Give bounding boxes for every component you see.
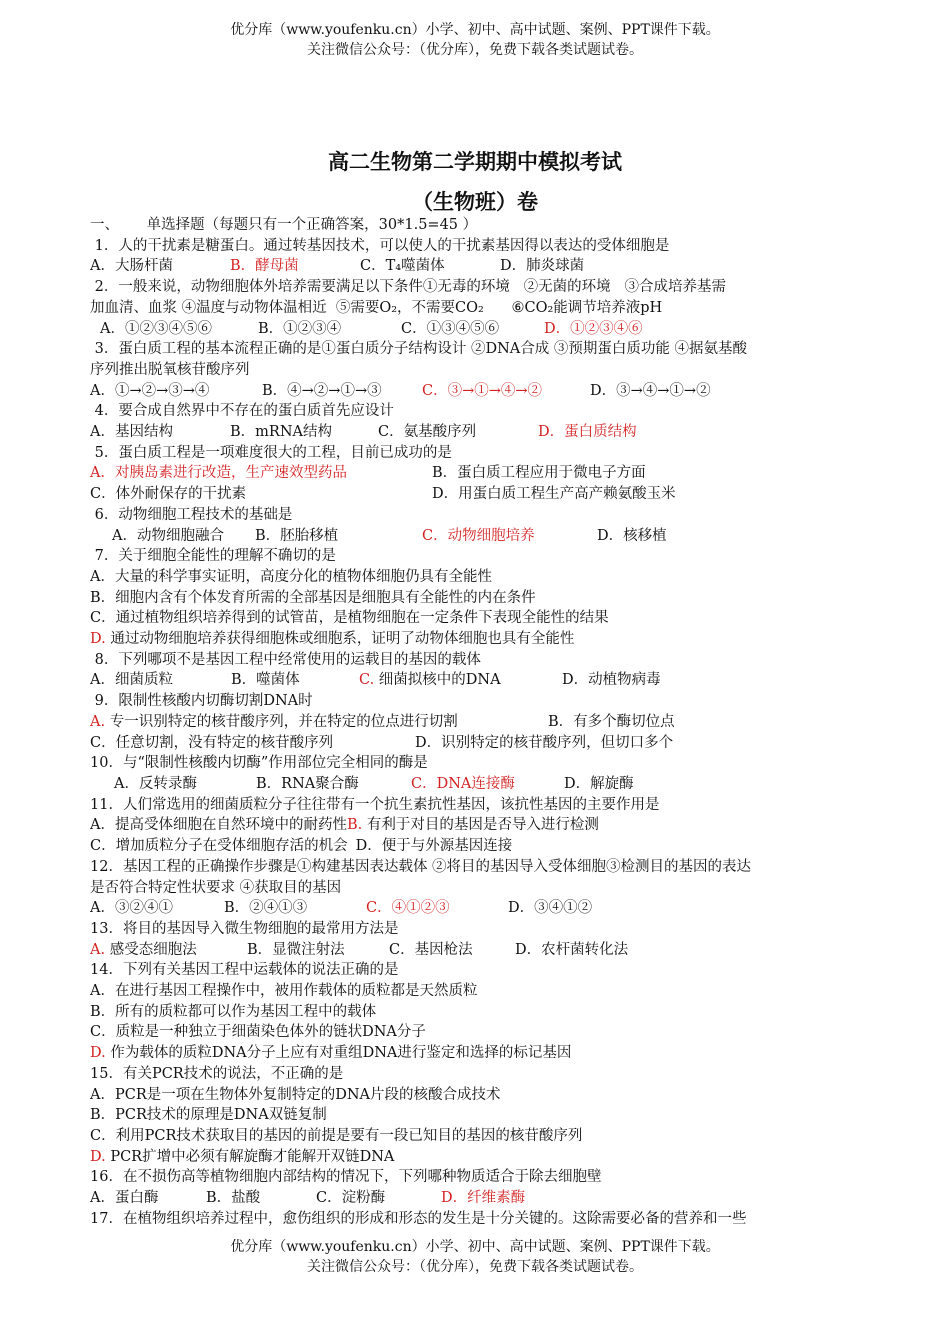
q1-option-d: D．肺炎球菌 [500,258,585,275]
q15-option-d-text: PCR扩增中必须有解旋酶才能解开双链DNA [105,1148,395,1165]
q3-option-b: B．④→②→①→③ [262,382,382,399]
q5-options-ab [90,463,860,484]
q2-options [90,319,860,340]
q10-options [90,774,860,795]
q13-option-b: B．显微注射法 [247,941,345,958]
footer-line-1: 优分库（www.youfenku.cn）小学、初中、高中试题、案例、PPT课件下载。 [230,1239,720,1255]
q10-stem: 10．与“限制性核酸内切酶”作用部位完全相同的酶是 [90,755,428,772]
q8-stem: 8．下列哪项不是基因工程中经常使用的运载目的基因的载体 [90,651,481,668]
q1-option-a: A．大肠杆菌 [90,258,173,275]
q2-option-b: B．①②③④ [258,320,342,337]
q4-option-a: A．基因结构 [90,424,173,441]
q5-option-b: B．蛋白质工程应用于微电子方面 [432,465,646,482]
q10-option-b: B．RNA聚合酶 [256,775,359,792]
q14-option-d [90,1043,860,1064]
q8-option-a: A．细菌质粒 [90,672,173,689]
q9-options-ab [90,712,860,733]
q13-option-d: D．农杆菌转化法 [515,941,629,958]
q5-option-c: C．体外耐保存的干扰素 [90,486,247,503]
q16-option-a: A．蛋白酶 [90,1190,159,1207]
q9-option-d: D．识别特定的核苷酸序列，但切口多个 [415,734,674,751]
q11-option-b-letter: B. [346,817,363,834]
q4-options [90,422,860,443]
section-heading: 一、 单选择题（每题只有一个正确答案，30*1.5=45 ） [90,217,478,233]
q5-option-d: D．用蛋白质工程生产高产赖氨酸玉米 [432,486,676,503]
q3-stem-1: 3．蛋白质工程的基本流程正确的是①蛋白质分子结构设计 ②DNA合成 ③预期蛋白质功能 ④据氨基酸 [90,341,747,358]
q12-stem-1: 12．基因工程的正确操作步骤是①构建基因表达载体 ②将目的基因导入受体细胞③检测目的基因的表达 [90,858,752,875]
q5-option-a [90,463,432,484]
q10-option-d: D．解旋酶 [564,775,634,792]
q12-stem-2: 是否符合特定性状要求 ④获取目的基因 [90,879,342,896]
q6-option-d: D．核移植 [597,527,667,544]
q13-option-a [90,940,247,961]
q11-options-cd [90,836,860,857]
q3-option-a: A．①→②→③→④ [90,382,210,399]
q12-option-c: C．④①②③ [366,900,450,917]
q11-options-ab [90,815,860,836]
q11-option-c: C．增加质粒分子在受体细胞存活的机会 [90,838,348,855]
q9-option-a-text: 专一识别特定的核苷酸序列，并在特定的位点进行切割 [105,713,458,730]
q15-option-d-letter: D. [90,1148,106,1165]
q3-option-c: C．③→①→④→② [422,382,543,399]
q16-option-b: B．盐酸 [206,1190,261,1207]
q9-option-a-letter: A. [90,713,106,730]
q15-option-a: A．PCR是一项在生物体外复制特定的DNA片段的核酸合成技术 [90,1086,501,1103]
q2-option-d: D．①②③④⑥ [544,320,643,337]
q13-stem: 13．将目的基因导入微生物细胞的最常用方法是 [90,920,399,937]
q6-option-b: B．胚胎移植 [255,527,339,544]
q6-options [90,526,860,547]
exam-body [90,215,860,1229]
q17-stem: 17．在植物组织培养过程中，愈伤组织的形成和形态的发生是十分关键的。这除需要必备的营养和一些 [90,1210,747,1227]
q6-option-c: C．动物细胞培养 [422,527,535,544]
q14-option-d-text: 作为载体的质粒DNA分子上应有对重组DNA进行鉴定和选择的标记基因 [105,1045,572,1062]
q1-stem: 1．人的干扰素是糖蛋白。通过转基因技术，可以使人的干扰素基因得以表达的受体细胞是 [90,237,670,254]
q7-option-d [90,629,860,650]
q2-option-c: C．①③④⑤⑥ [401,320,500,337]
q11-stem: 11．人们常选用的细菌质粒分子往往带有一个抗生素抗性基因，该抗性基因的主要作用是 [90,796,660,813]
q11-option-a: A．提高受体细胞在自然环境中的耐药性 [90,817,347,834]
q13-option-c: C．基因枪法 [389,941,473,958]
q6-option-a: A．动物细胞融合 [112,527,224,544]
q15-stem: 15．有关PCR技术的说法，不正确的是 [90,1065,344,1082]
page-footer [0,1237,950,1277]
q7-option-b: B．细胞内含有个体发育所需的全部基因是细胞具有全能性的内在条件 [90,589,536,606]
q14-option-d-letter: D. [90,1045,106,1062]
q5-stem: 5．蛋白质工程是一项难度很大的工程，目前已成功的是 [90,444,452,461]
q3-stem-2: 序列推出脱氧核苷酸序列 [90,361,250,378]
q7-option-c: C．通过植物组织培养得到的试管苗，是植物细胞在一定条件下表现全能性的结果 [90,610,609,627]
q12-option-a: A．③②④① [90,900,173,917]
q6-stem: 6．动物细胞工程技术的基础是 [90,506,293,523]
q1-option-c: C．T₄噬菌体 [360,258,445,275]
q8-option-c [359,670,562,691]
q14-stem: 14．下列有关基因工程中运载体的说法正确的是 [90,962,399,979]
q15-option-d [90,1147,860,1168]
q4-option-c: C．氨基酸序列 [378,424,477,441]
q12-options [90,898,860,919]
header-line-2: 关注微信公众号：（优分库），免费下载各类试题试卷。 [307,42,643,58]
exam-title: 高二生物第二学期期中模拟考试 [328,149,622,174]
q5-option-a-text: A．对胰岛素进行改造，生产速效型药品 [90,465,347,482]
q3-options [90,381,860,402]
q8-option-c-letter: C. [359,672,375,689]
q2-option-a: A．①②③④⑤⑥ [100,320,212,337]
q13-option-a-text: 感受态细胞法 [105,941,197,958]
q12-option-d: D．③④①② [508,900,593,917]
q4-option-b: B．mRNA结构 [230,424,332,441]
q7-option-d-letter: D. [90,631,106,648]
q3-option-d: D．③→④→①→② [590,382,711,399]
q5-options-cd [90,484,860,505]
q8-options [90,670,860,691]
q16-option-d: D．纤维素酶 [441,1190,526,1207]
q7-stem: 7．关于细胞全能性的理解不确切的是 [90,548,336,565]
q13-options [90,940,860,961]
q10-option-a: A．反转录酶 [114,775,197,792]
q10-option-c: C．DNA连接酶 [411,775,515,792]
q8-option-d: D．动植物病毒 [562,672,661,689]
q14-option-a: A．在进行基因工程操作中，被用作载体的质粒都是天然质粒 [90,983,478,1000]
q9-option-c: C．任意切割，没有特定的核苷酸序列 [90,734,334,751]
q8-option-c-text: 细菌拟核中的DNA [374,672,501,689]
q1-options [90,256,860,277]
q9-option-b: B．有多个酶切位点 [548,713,675,730]
q1-option-b: B．酵母菌 [230,258,299,275]
q9-option-a [90,712,548,733]
header-line-1: 优分库（www.youfenku.cn）小学、初中、高中试题、案例、PPT课件下载。 [230,22,720,38]
q7-option-a: A．大量的科学事实证明，高度分化的植物体细胞仍具有全能性 [90,568,492,585]
q4-stem: 4．要合成自然界中不存在的蛋白质首先应设计 [90,403,394,420]
q8-option-b: B．噬菌体 [231,672,300,689]
footer-line-2: 关注微信公众号：（优分库），免费下载各类试题试卷。 [307,1259,643,1275]
q14-option-b: B．所有的质粒都可以作为基因工程中的载体 [90,1003,377,1020]
q2-stem-1: 2．一般来说，动物细胞体外培养需要满足以下条件①无毒的环境 ②无菌的环境 ③合成培养基需 [90,279,726,296]
q11-option-d: D．便于与外源基因连接 [355,838,513,855]
q15-option-b: B．PCR技术的原理是DNA双链复制 [90,1107,327,1124]
q16-options [90,1188,860,1209]
q14-option-c: C．质粒是一种独立于细菌染色体外的链状DNA分子 [90,1024,426,1041]
page-header [0,20,950,60]
q2-stem-2: 加血清、血浆 ④温度与动物体温相近 ⑤需要O₂，不需要CO₂ ⑥CO₂能调节培养液pH [90,299,663,316]
q16-option-c: C．淀粉酶 [316,1190,386,1207]
q9-stem: 9．限制性核酸内切酶切割DNA时 [90,693,313,710]
exam-subtitle: （生物班）卷 [412,189,538,214]
q7-option-d-text: 通过动物细胞培养获得细胞株或细胞系，证明了动物体细胞也具有全能性 [105,631,575,648]
q16-stem: 16．在不损伤高等植物细胞内部结构的情况下，下列哪种物质适合于除去细胞壁 [90,1169,602,1186]
q15-option-c: C．利用PCR技术获取目的基因的前提是要有一段已知目的基因的核苷酸序列 [90,1127,583,1144]
q12-option-b: B．②④①③ [224,900,308,917]
q9-options-cd [90,733,860,754]
q4-option-d: D．蛋白质结构 [538,424,637,441]
q11-option-b-text: 有利于对目的基因是否导入进行检测 [362,817,599,834]
q13-option-a-letter: A. [90,941,106,958]
